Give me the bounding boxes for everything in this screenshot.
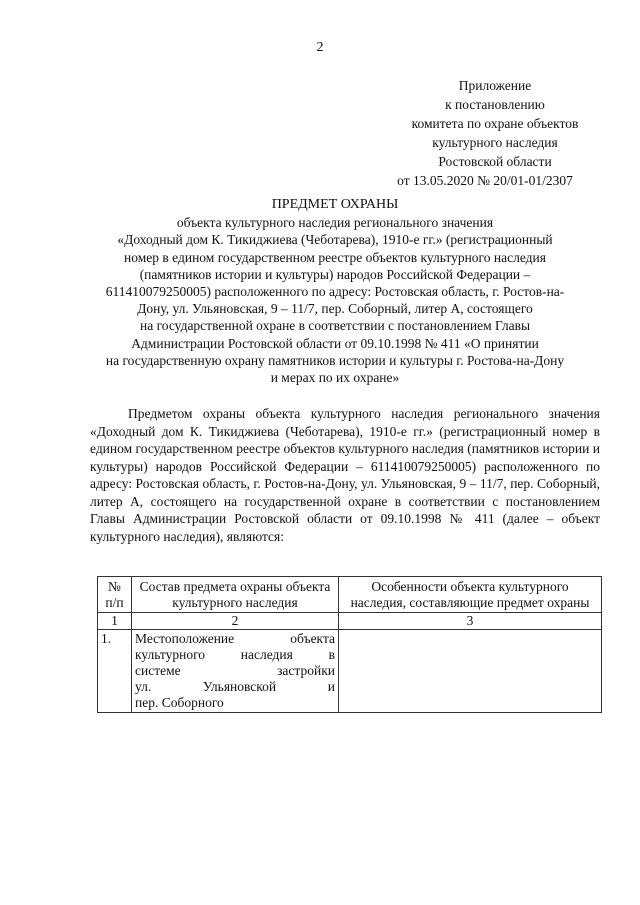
heading-line: (памятников истории и культуры) народов Российской Федерации –: [139, 266, 531, 282]
appendix-line: Приложение: [458, 78, 532, 93]
appendix-block: [390, 76, 600, 190]
heading-line: номер в едином государственном реестре объектов культурного наследия: [124, 249, 546, 265]
composition-line: ул. Ульяновской и: [135, 679, 335, 694]
protection-subject-table: [97, 576, 602, 713]
appendix-line: культурного наследия: [432, 135, 558, 150]
row-num: 1.: [98, 630, 132, 713]
appendix-date-line: от 13.05.2020 № 20/01-01/2307: [397, 173, 573, 188]
heading-line: «Доходный дом К. Тикиджиева (Чеботарева), 1910-е гг.» (регистрационный: [117, 232, 553, 248]
numbering-cell: 3: [339, 613, 602, 630]
appendix-line: комитета по охране объектов: [411, 116, 579, 131]
row-features: [339, 630, 602, 713]
heading-line: на государственной охране в соответствии с постановлением Главы: [139, 318, 531, 334]
heading-line: на государственную охрану памятников истории и культуры г. Ростова-на-Дону: [105, 352, 565, 368]
composition-line: системе застройки: [135, 663, 335, 678]
composition-line: пер. Соборного: [135, 695, 224, 710]
row-composition: [132, 630, 339, 713]
composition-line: культурного наследия в: [135, 647, 335, 662]
heading-line: Администрации Ростовской области от 09.10.1998 № 411 «О принятии: [131, 335, 539, 351]
heading-line: 611410079250005) расположенного по адресу: Ростовская область, г. Ростов-на-: [105, 284, 565, 300]
heading-line: Дону, ул. Ульяновская, 9 – 11/7, пер. Соборный, литер А, состоящего: [137, 301, 533, 317]
numbering-cell: 2: [132, 613, 339, 630]
table-row: [98, 630, 602, 713]
header-composition: Состав предмета охраны объекта культурного наследия: [132, 577, 339, 613]
table-header-row: [98, 577, 602, 613]
heading-line: и мерах по их охране»: [270, 370, 400, 386]
composition-line: Местоположение объекта: [135, 631, 335, 646]
heading-line: объекта культурного наследия регионального значения: [176, 215, 494, 231]
header-features: Особенности объекта культурного наследия, составляющие предмет охраны: [339, 577, 602, 613]
numbering-cell: 1: [98, 613, 132, 630]
body-paragraph: Предметом охраны объекта культурного наследия регионального значения «Доходный дом К. Тикиджиева (Чеботарева), 1910-е гг.» (регистрационный номер в едином государственном реестре объектов культурного наследия (памятников истории и культуры) народов Российской Федерации – 611410079250005) расположенного по адресу: Ростовская область, г. Ростов-на-Дону, ул. Ульяновская, 9 – 11/7, пер. Соборный, литер А, состоящего на государственной охране в соответствии с постановлением Главы Администрации Ростовской области от 09.10.1998 № 411 (далее – объект культурного наследия), являются:: [90, 406, 600, 544]
header-num: № п/п: [98, 577, 132, 613]
page-number: 2: [316, 40, 324, 55]
appendix-line: к постановлению: [445, 97, 545, 112]
heading-block: [70, 196, 600, 386]
table-numbering-row: [98, 613, 602, 630]
document-title: ПРЕДМЕТ ОХРАНЫ: [271, 197, 399, 212]
appendix-line: Ростовской области: [438, 154, 552, 169]
